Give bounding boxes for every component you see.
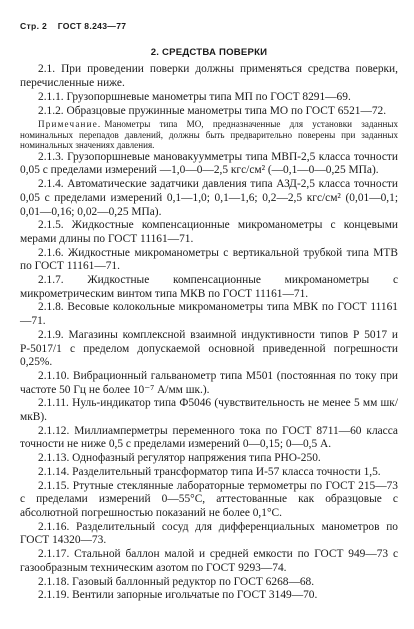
paragraph-2-1-5: 2.1.5. Жидкостные компенсационные микроманометры с концевыми мерами длины по ГОСТ 11161—71. xyxy=(20,219,398,245)
running-head xyxy=(20,20,398,34)
paragraph-2-1-11: 2.1.11. Нуль-индикатор типа Ф5046 (чувствительность не менее 5 мм шк/мкВ). xyxy=(20,397,398,424)
paragraph-2-1-4: 2.1.4. Автоматические задатчики давления типа АЗД-2,5 класса точности 0,05 с пределами измерений 0,1—1,0; 0,1—1,6; 0,2—2,5 кгс/см² (0,01—0,1; 0,01—0,16; 0,02—0,25 МПа). xyxy=(20,178,398,218)
note xyxy=(20,119,398,151)
paragraph-2-1-13: 2.1.13. Однофазный регулятор напряжения типа РНО-250. xyxy=(38,452,321,465)
page-number: Стр. 2 xyxy=(20,21,48,31)
paragraph-2-1-6: 2.1.6. Жидкостные микроманометры с вертикальной трубкой типа МТВ по ГОСТ 11161—71. xyxy=(20,246,398,273)
paragraph-2-1-2: 2.1.2. Образцовые пружинные манометры типа МО по ГОСТ 6521—72. xyxy=(38,104,387,117)
paragraph-2-1-18: 2.1.18. Газовый баллонный редуктор по ГОСТ 6268—68. xyxy=(38,575,315,588)
paragraph-2-1-10: 2.1.10. Вибрационный гальванометр типа М501 (постоянная по току при частоте 50 Гц не более 10⁻⁷ А/мм шк.). xyxy=(20,369,398,396)
paragraph-2-1-17: 2.1.17. Стальной баллон малой и средней емкости по ГОСТ 949—73 с газообразным техническим азотом по ГОСТ 9293—74. xyxy=(20,548,398,574)
paragraph-2-1-8: 2.1.8. Весовые колокольные микроманометры типа МВК по ГОСТ 11161—71. xyxy=(20,301,398,328)
note-label: Примечание. xyxy=(38,119,102,130)
note-text: Манометры типа МО, предназначенные для установки заданных номинальных перепадов давлений, должны быть предварительно поверены при заданных номинальных значениях давления. xyxy=(20,119,398,151)
section-title: 2. СРЕДСТВА ПОВЕРКИ xyxy=(150,46,268,58)
paragraph-2-1-19: 2.1.19. Вентили запорные игольчатые по ГОСТ 3149—70. xyxy=(38,589,318,602)
paragraph-2-1-7: 2.1.7. Жидкостные компенсационные микроманометры с микрометрическим винтом типа МКВ по ГОСТ 11161—71. xyxy=(20,274,398,300)
paragraph-2-1-16: 2.1.16. Разделительный сосуд для дифференциальных манометров по ГОСТ 14320—73. xyxy=(20,520,398,547)
paragraph-2-1: 2.1. При проведении поверки должны применяться средства поверки, перечисленные ниже. xyxy=(20,63,398,90)
paragraph-2-1-12: 2.1.12. Миллиамперметры переменного тока по ГОСТ 8711—60 класса точности не ниже 0,5 с пределами измерений 0—0,15; 0—0,5 А. xyxy=(20,424,398,451)
paragraph-2-1-9: 2.1.9. Магазины комплексной взаимной индуктивности типов Р 5017 и Р-5017/1 с пределом допускаемой основной приведенной погрешности 0,25%. xyxy=(20,328,398,369)
paragraph-2-1-1: 2.1.1. Грузопоршневые манометры типа МП по ГОСТ 8291—69. xyxy=(38,90,351,103)
paragraph-2-1-15: 2.1.15. Ртутные стеклянные лабораторные термометры по ГОСТ 215—73 с пределами измерений 0—55°С, аттестованные как образцовые с абсолютной погрешностью показаний не более 0,1°С. xyxy=(20,479,398,519)
paragraph-2-1-3: 2.1.3. Грузопоршневые мановакуумметры типа МВП-2,5 класса точности 0,05 с пределами измерений —1,0—0—2,5 кгс/см² (—0,1—0—0,25 МПа). xyxy=(20,150,398,177)
standard-code: ГОСТ 8.243—77 xyxy=(57,21,127,31)
paragraph-2-1-14: 2.1.14. Разделительный трансформатор типа И-57 класса точности 1,5. xyxy=(38,465,381,478)
